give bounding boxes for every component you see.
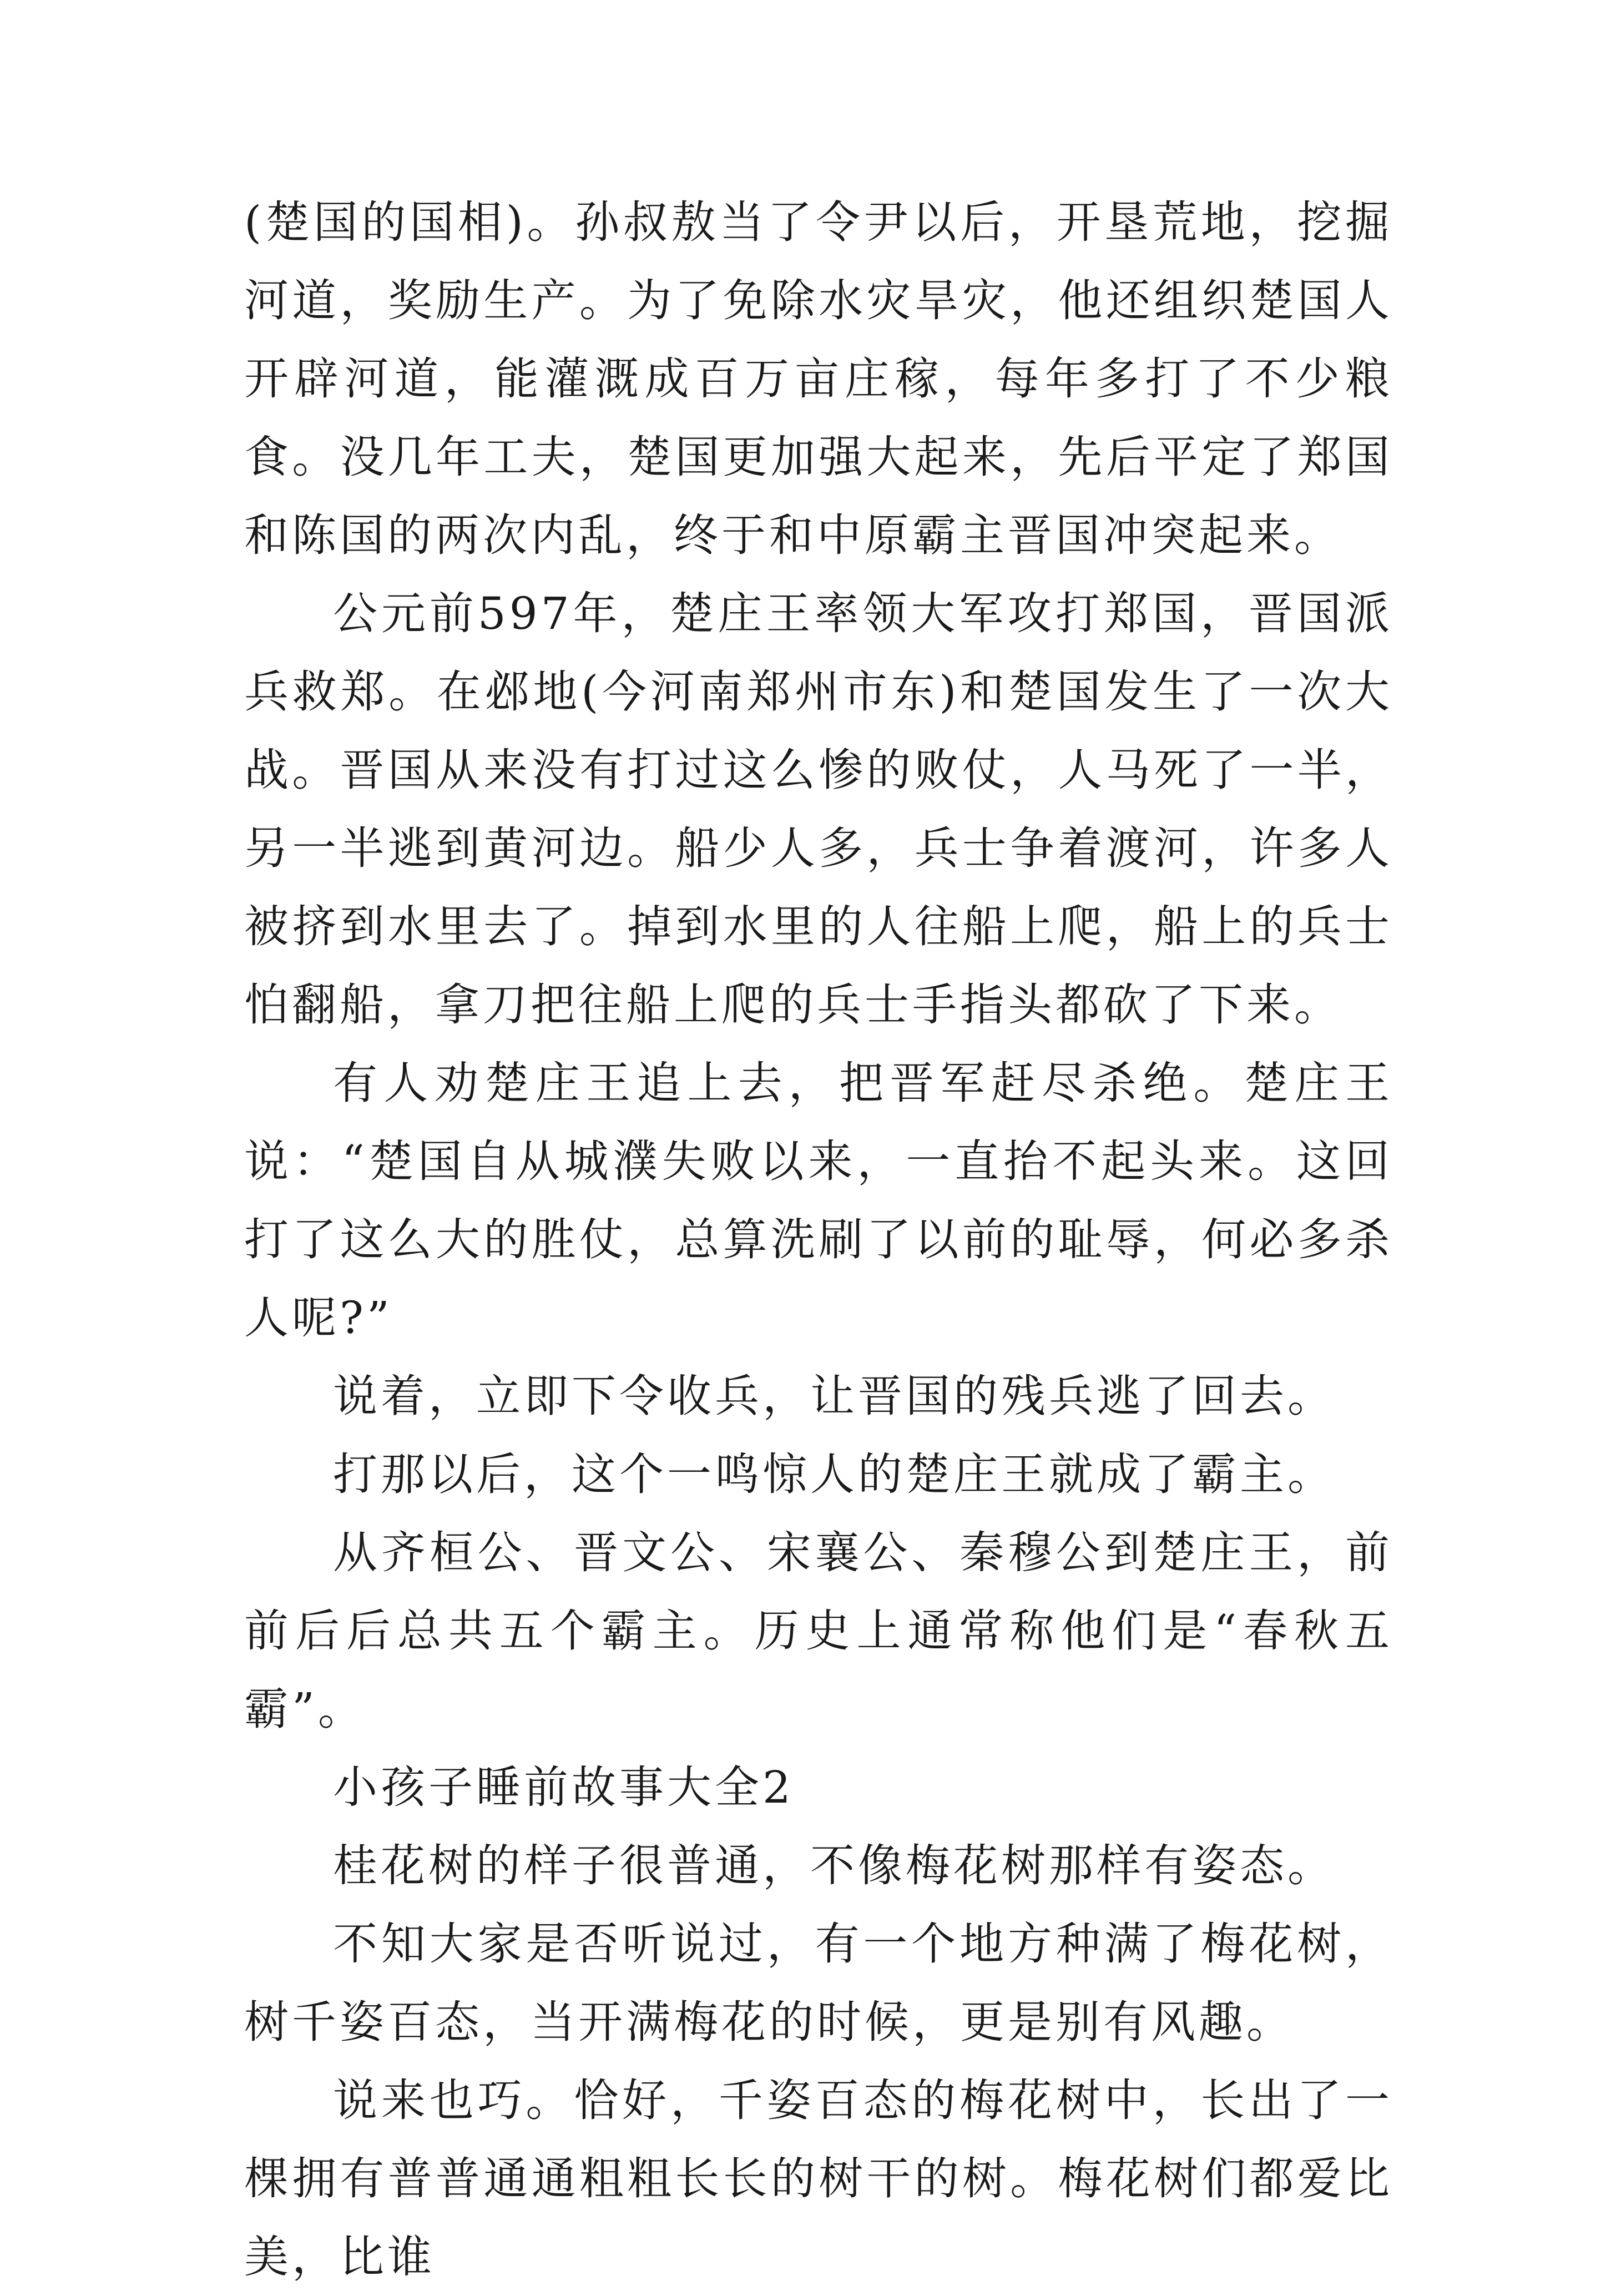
paragraph-7: 桂花树的样子很普通，不像梅花树那样有姿态。 [333, 1840, 1335, 1891]
document-body [244, 183, 1393, 2296]
paragraph-9: 说来也巧。恰好，千姿百态的梅花树中，长出了一棵拥有普普通通粗粗长长的树干的树。梅花树们都爱比美，比谁 [244, 2075, 1393, 2283]
paragraph-5: 打那以后，这个一鸣惊人的楚庄王就成了霸主。 [333, 1449, 1335, 1500]
paragraph-2: 公元前597年，楚庄王率领大军攻打郑国，晋国派兵救郑。在邲地(今河南郑州市东)和楚国发生了一次大战。晋国从来没有打过这么惨的败仗，人马死了一半，另一半逃到黄河边。船少人多，兵士争着渡河，许多人被挤到水里去了。掉到水里的人往船上爬，船上的兵士怕翻船，拿刀把往船上爬的兵士手指头都砍了下来。 [244, 588, 1393, 1031]
paragraph-8: 不知大家是否听说过，有一个地方种满了梅花树，树千姿百态，当开满梅花的时候，更是别有风趣。 [244, 1918, 1393, 2048]
paragraph-4: 说着，立即下令收兵，让晋国的残兵逃了回去。 [333, 1370, 1335, 1422]
section-title: 小孩子睡前故事大全2 [333, 1762, 794, 1813]
paragraph-3: 有人劝楚庄王追上去，把晋军赶尽杀绝。楚庄王说：“楚国自从城濮失败以来，一直抬不起头来。这回打了这么大的胜仗，总算洗刷了以前的耻辱，何必多杀人呢?” [244, 1057, 1393, 1344]
paragraph-1: (楚国的国相)。孙叔敖当了令尹以后，开垦荒地，挖掘河道，奖励生产。为了免除水灾旱灾，他还组织楚国人开辟河道，能灌溉成百万亩庄稼，每年多打了不少粮食。没几年工夫，楚国更加强大起来，先后平定了郑国和陈国的两次内乱，终于和中原霸主晋国冲突起来。 [244, 196, 1393, 561]
paragraph-6: 从齐桓公、晋文公、宋襄公、秦穆公到楚庄王，前前后后总共五个霸主。历史上通常称他们是“春秋五霸”。 [244, 1527, 1393, 1735]
